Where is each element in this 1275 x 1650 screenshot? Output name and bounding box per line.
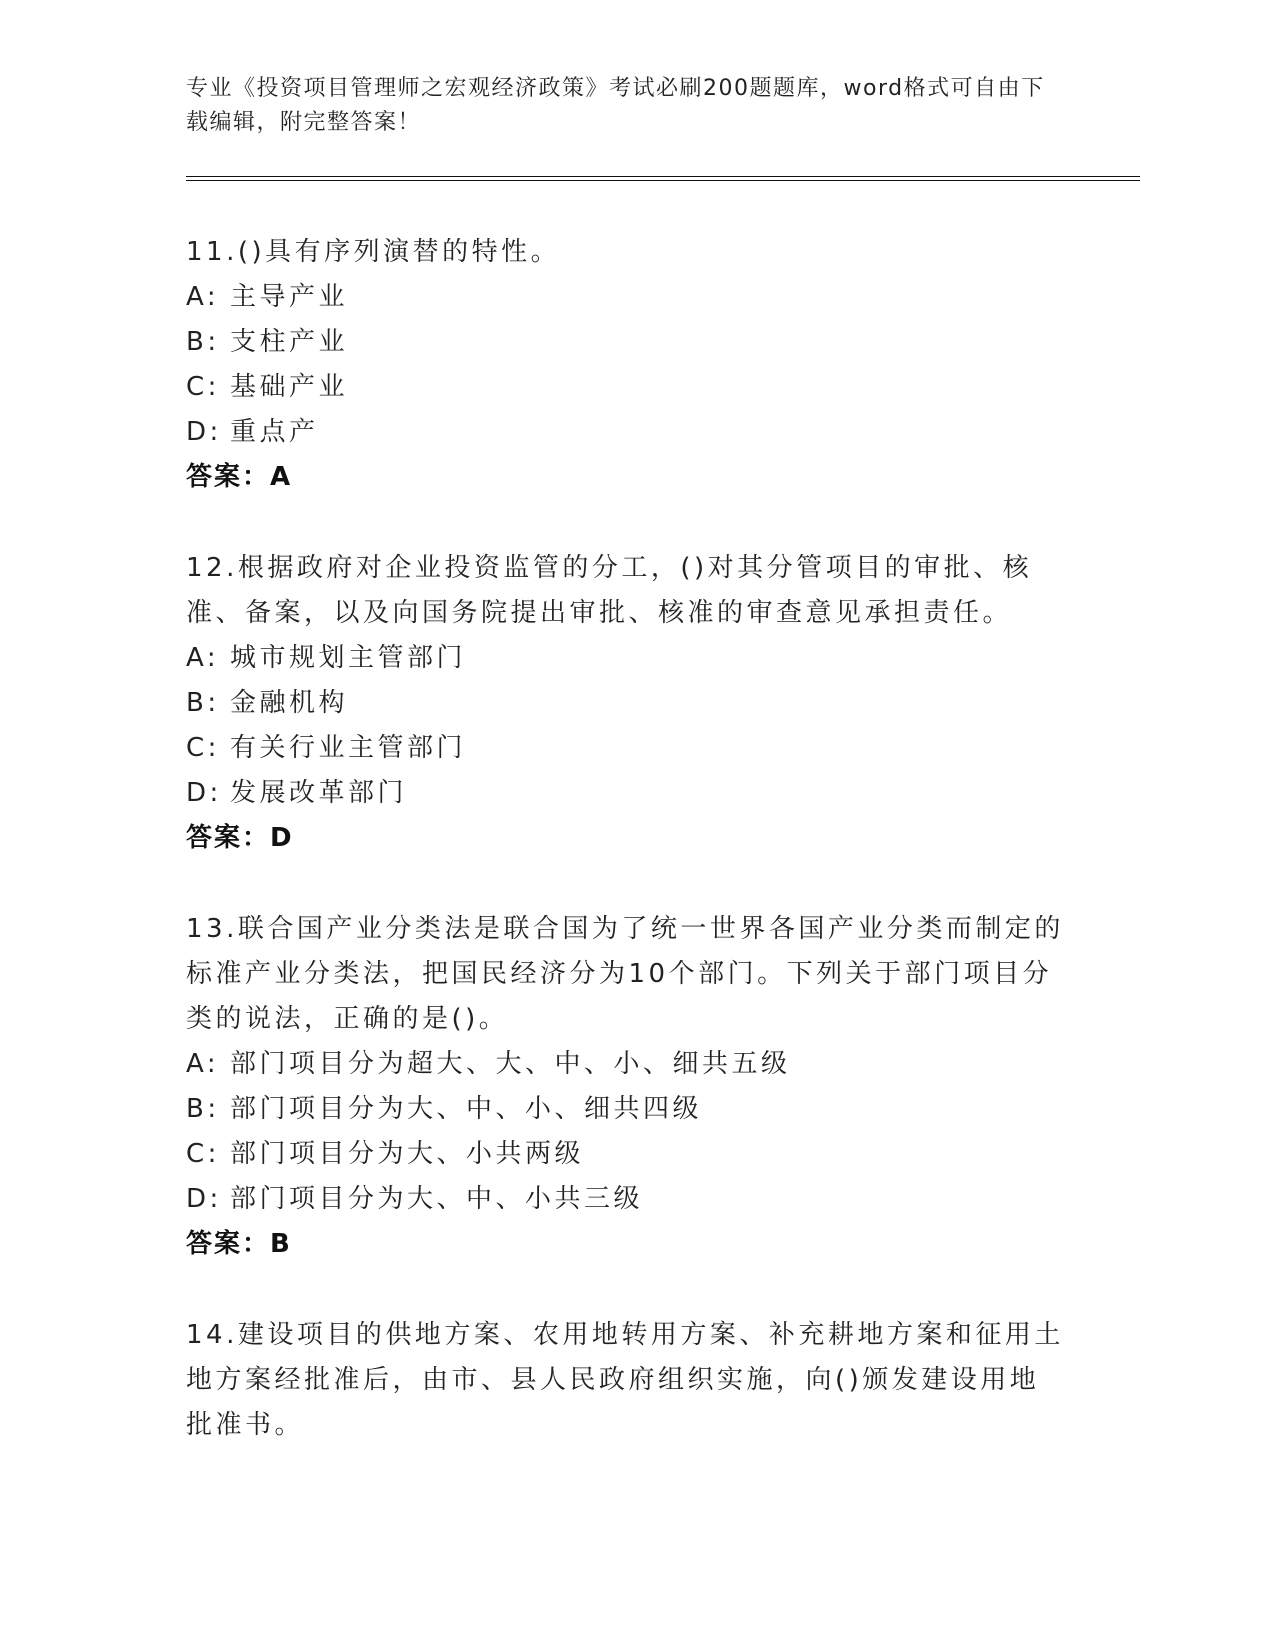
option-letter: A: xyxy=(186,1049,220,1079)
question-stem: 13.联合国产业分类法是联合国为了统一世界各国产业分类而制定的标准产业分类法，把国民经济分为10个部门。下列关于部门项目分类的说法，正确的是()。 xyxy=(186,914,1064,1034)
option-text: 城市规划主管部门 xyxy=(230,643,467,673)
option-letter: C: xyxy=(186,372,220,402)
option-text: 主导产业 xyxy=(230,282,349,312)
option-text: 支柱产业 xyxy=(230,327,349,357)
question-12 xyxy=(186,546,1066,861)
option-letter: C: xyxy=(186,1139,220,1169)
option-d xyxy=(186,771,1066,816)
option-letter: B: xyxy=(186,688,220,718)
question-14 xyxy=(186,1313,1066,1448)
option-text: 部门项目分为大、中、小、细共四级 xyxy=(230,1094,703,1124)
option-text: 部门项目分为大、中、小共三级 xyxy=(230,1184,644,1214)
question-11 xyxy=(186,230,1066,500)
document-header: 专业《投资项目管理师之宏观经济政策》考试必刷200题题库，word格式可自由下载编辑，附完整答案！ xyxy=(186,76,1045,135)
question-list xyxy=(186,230,1066,1494)
option-c xyxy=(186,1132,1066,1177)
answer: 答案：A xyxy=(186,462,293,492)
option-a xyxy=(186,275,1066,320)
option-d xyxy=(186,410,1066,455)
question-stem: 11.()具有序列演替的特性。 xyxy=(186,237,561,267)
option-b xyxy=(186,681,1066,726)
option-text: 发展改革部门 xyxy=(230,778,408,808)
option-letter: D: xyxy=(186,778,222,808)
answer: 答案：D xyxy=(186,823,294,853)
question-stem: 14.建设项目的供地方案、农用地转用方案、补充耕地方案和征用土地方案经批准后，由市、县人民政府组织实施，向()颁发建设用地批准书。 xyxy=(186,1320,1064,1440)
answer: 答案：B xyxy=(186,1229,292,1259)
option-letter: B: xyxy=(186,1094,220,1124)
option-d xyxy=(186,1177,1066,1222)
option-text: 部门项目分为大、小共两级 xyxy=(230,1139,585,1169)
option-text: 金融机构 xyxy=(230,688,349,718)
option-letter: D: xyxy=(186,1184,222,1214)
option-text: 有关行业主管部门 xyxy=(230,733,467,763)
option-text: 重点产 xyxy=(230,417,319,447)
option-a xyxy=(186,636,1066,681)
option-c xyxy=(186,726,1066,771)
option-letter: B: xyxy=(186,327,220,357)
question-stem: 12.根据政府对企业投资监管的分工，()对其分管项目的审批、核准、备案，以及向国务院提出审批、核准的审查意见承担责任。 xyxy=(186,553,1033,628)
option-letter: C: xyxy=(186,733,220,763)
option-b xyxy=(186,320,1066,365)
option-c xyxy=(186,365,1066,410)
option-text: 基础产业 xyxy=(230,372,349,402)
header-divider xyxy=(186,176,1140,181)
question-13 xyxy=(186,907,1066,1267)
option-b xyxy=(186,1087,1066,1132)
option-letter: A: xyxy=(186,282,220,312)
option-a xyxy=(186,1042,1066,1087)
option-text: 部门项目分为超大、大、中、小、细共五级 xyxy=(230,1049,791,1079)
option-letter: A: xyxy=(186,643,220,673)
option-letter: D: xyxy=(186,417,222,447)
